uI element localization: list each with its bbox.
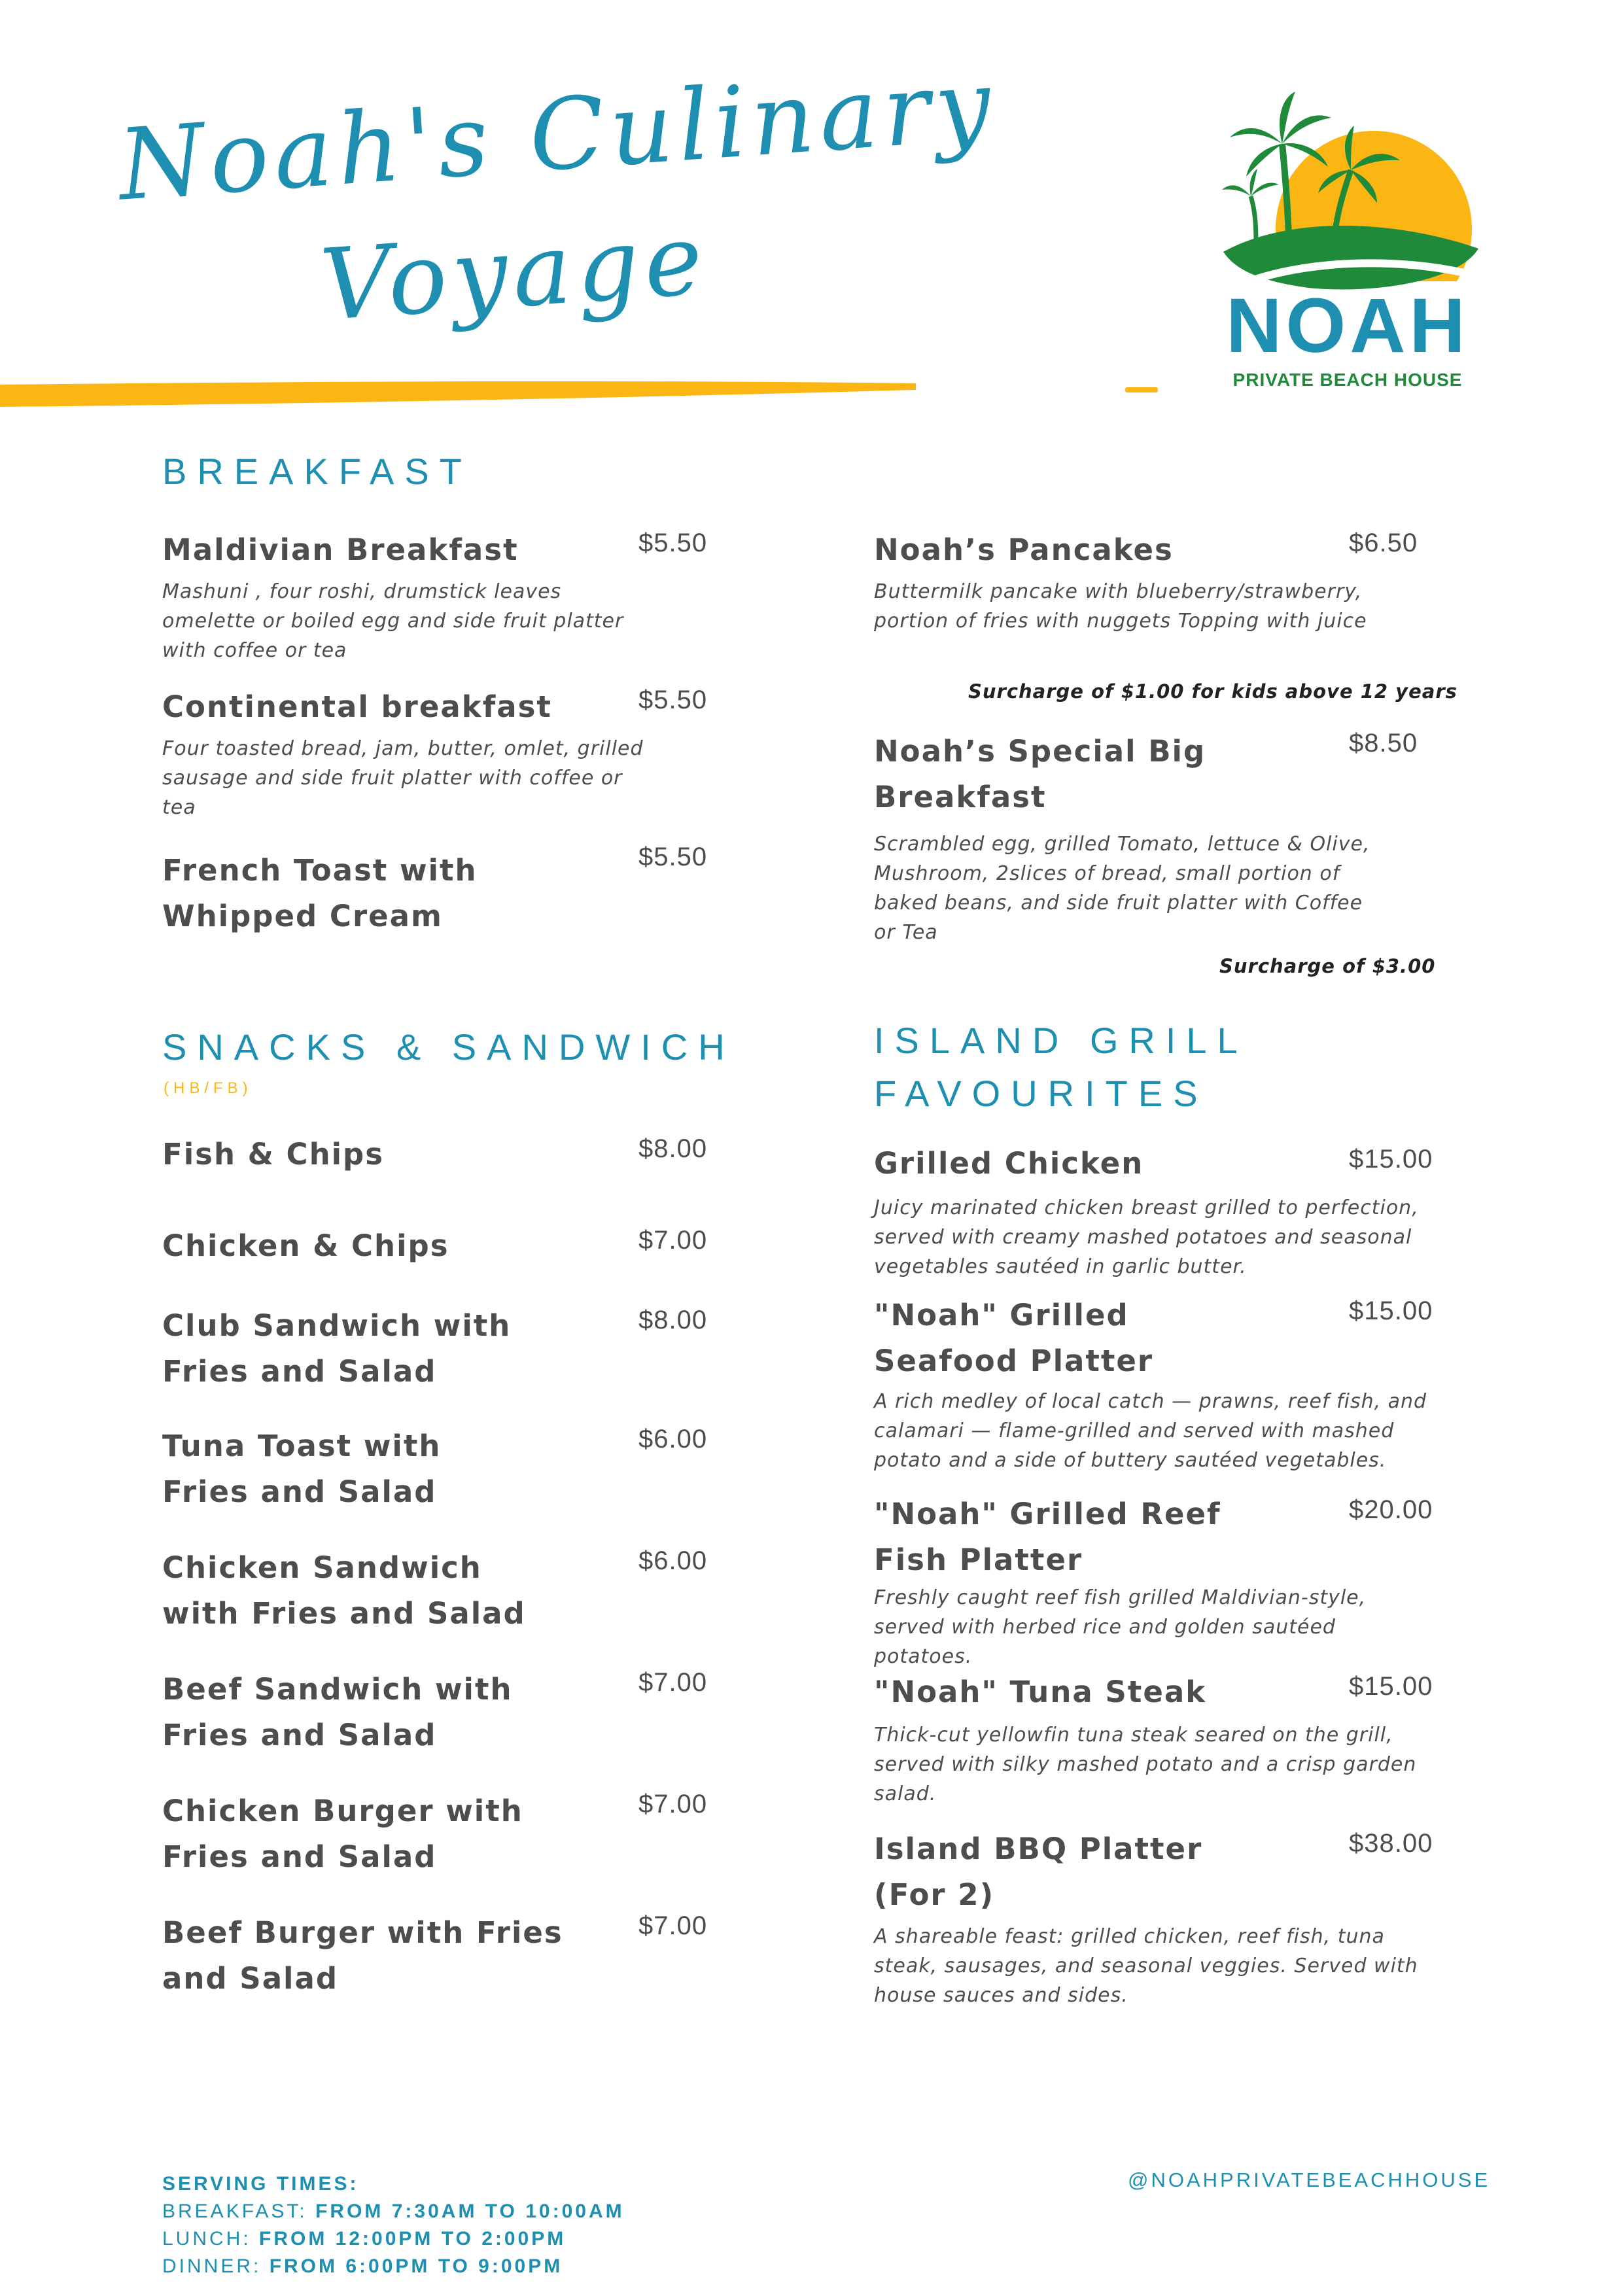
item-price: $7.00 [638, 1226, 708, 1255]
item-price: $5.50 [638, 686, 708, 714]
item-description: Juicy marinated chicken breast grilled to perfection, served with creamy mashed potatoes and seasonal vegetables sautéed in garlic butter. [874, 1196, 1419, 1278]
item-description: Scrambled egg, grilled Tomato, lettuce & Olive, Mushroom, 2slices of bread, small portion of baked beans, and side fruit platter with Coffee or Tea [874, 833, 1370, 944]
item-price: $15.00 [1349, 1145, 1433, 1174]
item-price: $7.00 [638, 1790, 708, 1818]
item-name: Fish & Chips [162, 1137, 385, 1172]
item-name: Maldivian Breakfast [162, 532, 519, 567]
meal-time: FROM 7:30AM TO 10:00AM [315, 2200, 625, 2222]
item-name: Noah’s Pancakes [874, 532, 1174, 567]
serving-time-row [162, 2253, 625, 2280]
item-price: $15.00 [1349, 1296, 1433, 1325]
logo-tagline: PRIVATE BEACH HOUSE [1232, 370, 1463, 390]
meal-label: DINNER: [162, 2255, 262, 2277]
menu-title-line1: Noah's Culinary [114, 48, 1000, 223]
item-price: $6.00 [638, 1425, 708, 1453]
meal-label: BREAKFAST: [162, 2200, 307, 2222]
item-name: French Toast with Whipped Cream [162, 853, 478, 933]
item-price: $8.00 [638, 1306, 708, 1334]
item-price: $8.50 [1349, 729, 1418, 757]
serving-time-row [162, 2198, 625, 2225]
item-description: Freshly caught reef fish grilled Maldivian-style, served with herbed rice and golden sautéed potatoes. [874, 1586, 1367, 1668]
menu-title-line2: Voyage [317, 202, 712, 343]
item-description: Mashuni , four roshi, drumstick leaves omelette or boiled egg and side fruit platter with coffee or tea [162, 580, 624, 662]
item-description: Buttermilk pancake with blueberry/strawberry, portion of fries with nuggets Topping with juice [874, 580, 1367, 633]
logo-wordmark: NOAH [1226, 283, 1469, 369]
accent-brush-stroke [0, 366, 1178, 419]
serving-time-row [162, 2225, 625, 2253]
item-description: A shareable feast: grilled chicken, reef fish, tuna steak, sausages, and seasonal veggies. Served with house sauces and sides. [874, 1925, 1418, 2007]
item-name: Beef Sandwich with Fries and Salad [162, 1672, 513, 1752]
item-price: $6.50 [1349, 529, 1418, 557]
item-price: $8.00 [638, 1134, 708, 1163]
item-name: Island BBQ Platter (For 2) [874, 1832, 1203, 1912]
meal-time: FROM 12:00PM TO 2:00PM [259, 2228, 567, 2250]
item-description: Thick-cut yellowfin tuna steak seared on the grill, served with silky mashed potato and a crisp garden salad. [874, 1724, 1417, 1805]
item-description: Four toasted bread, jam, butter, omlet, grilled sausage and side fruit platter with coffee or tea [162, 737, 644, 819]
item-price: $7.00 [638, 1668, 708, 1697]
item-name: Club Sandwich with Fries and Salad [162, 1308, 512, 1389]
serving-times-label: SERVING TIMES: [162, 2173, 359, 2195]
meal-label: LUNCH: [162, 2228, 251, 2250]
item-name: "Noah" Tuna Steak [874, 1675, 1207, 1709]
item-name: Continental breakfast [162, 689, 552, 724]
item-name: "Noah" Grilled Reef Fish Platter [874, 1497, 1221, 1577]
item-price: $15.00 [1349, 1672, 1433, 1701]
item-price: $7.00 [638, 1911, 708, 1940]
noah-logo [1210, 85, 1485, 399]
item-name: Tuna Toast with Fries and Salad [162, 1429, 442, 1509]
snacks-heading: SNACKS & SANDWICH [162, 1026, 735, 1068]
social-handle[interactable]: @NOAHPRIVATEBEACHHOUSE [1128, 2168, 1491, 2191]
item-name: Chicken & Chips [162, 1228, 449, 1263]
meal-time: FROM 6:00PM TO 9:00PM [269, 2255, 563, 2277]
serving-times-block [162, 2170, 625, 2280]
item-price: $6.00 [638, 1546, 708, 1575]
item-name: Grilled Chicken [874, 1146, 1144, 1181]
item-name: Noah’s Special Big Breakfast [874, 734, 1206, 814]
snacks-subheading: (HB/FB) [164, 1079, 253, 1097]
item-name: Chicken Sandwich with Fries and Salad [162, 1550, 526, 1631]
surcharge-note: Surcharge of $1.00 for kids above 12 years [968, 680, 1457, 703]
item-description: A rich medley of local catch — prawns, reef fish, and calamari — flame-grilled and served with mashed potato and a side of buttery sautéed vegetables. [874, 1390, 1427, 1472]
item-name: Beef Burger with Fries and Salad [162, 1915, 563, 1996]
item-price: $38.00 [1349, 1829, 1433, 1858]
item-name: Chicken Burger with Fries and Salad [162, 1794, 523, 1874]
surcharge-note: Surcharge of $3.00 [1219, 955, 1436, 977]
breakfast-heading: BREAKFAST [162, 451, 472, 492]
palm-island-icon [1210, 85, 1485, 307]
item-name: "Noah" Grilled Seafood Platter [874, 1298, 1154, 1378]
item-price: $20.00 [1349, 1495, 1433, 1524]
grill-heading: ISLAND GRILL FAVOURITES [874, 1020, 1247, 1115]
item-price: $5.50 [638, 529, 708, 557]
item-price: $5.50 [638, 843, 708, 871]
